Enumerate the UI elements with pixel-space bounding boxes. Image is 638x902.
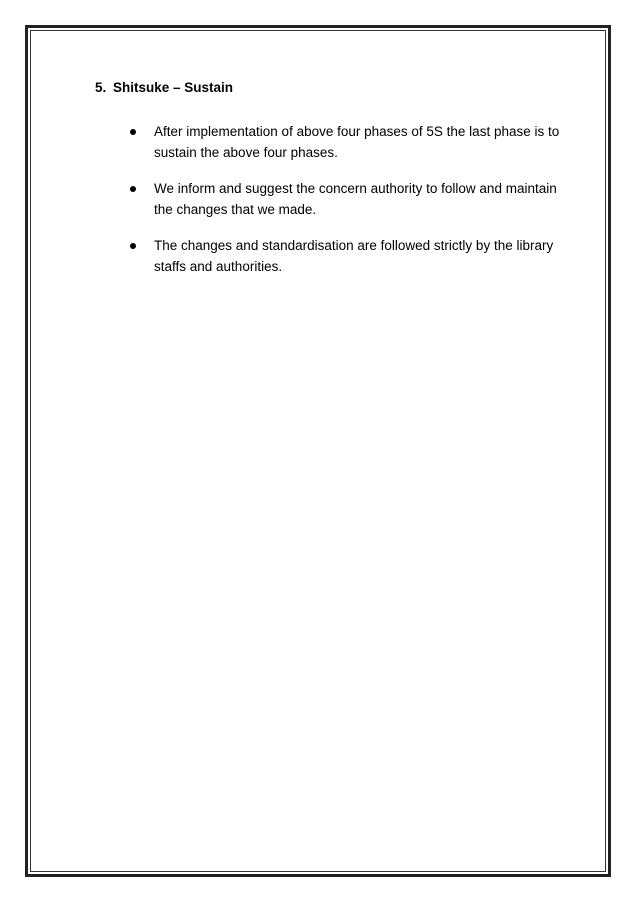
bullet-text: The changes and standardisation are followed strictly by the library staffs and authorities. <box>154 238 554 274</box>
bullet-icon <box>130 129 136 135</box>
bullet-icon <box>130 186 136 192</box>
section-number: 5. <box>95 80 107 95</box>
bullet-text: We inform and suggest the concern authority to follow and maintain the changes that we made. <box>154 181 557 217</box>
bullet-text: After implementation of above four phases of 5S the last phase is to sustain the above four phases. <box>154 124 560 160</box>
bullet-item <box>130 178 560 220</box>
bullet-item <box>130 121 560 163</box>
section-heading <box>95 79 233 97</box>
bullet-item <box>130 235 560 277</box>
bullet-list <box>130 121 560 292</box>
section-title: Shitsuke – Sustain <box>113 80 234 95</box>
bullet-icon <box>130 243 136 249</box>
